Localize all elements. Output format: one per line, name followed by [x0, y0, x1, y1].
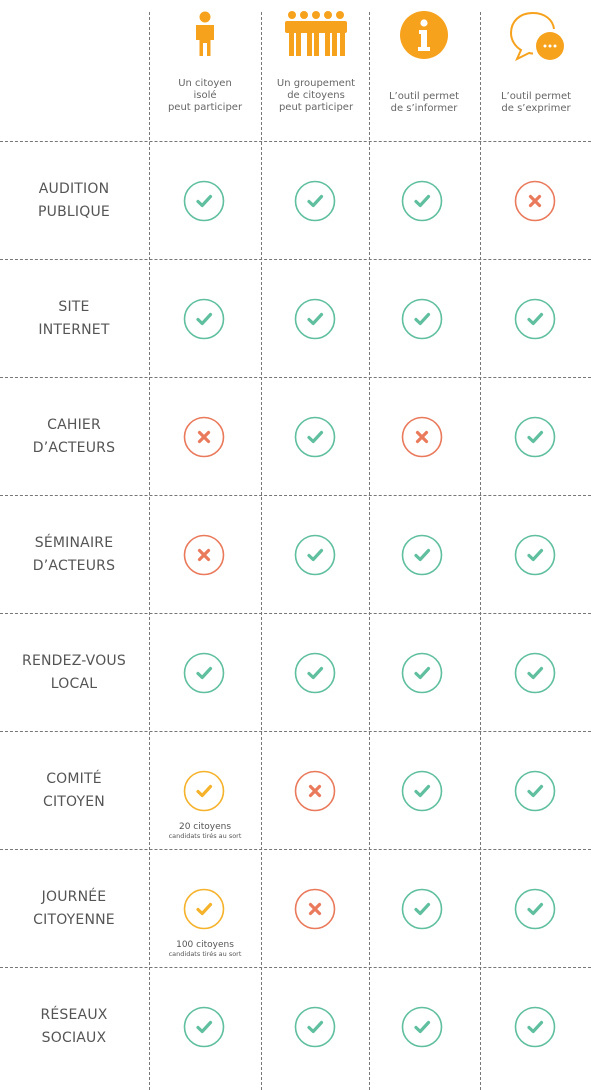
header-column-inform [372, 0, 476, 140]
info-icon [372, 10, 476, 58]
table-cell [155, 142, 255, 260]
table-cell [266, 260, 366, 378]
table-cell [486, 142, 586, 260]
note-count: 20 citoyens [178, 822, 232, 832]
table-cell [155, 968, 255, 1086]
note-detail: candidats tirés au sort [168, 832, 242, 840]
table-cell [486, 850, 586, 968]
row-label: CAHIER D’ACTEURS [32, 417, 116, 456]
table-cell [155, 260, 255, 378]
table-cell [486, 496, 586, 614]
table-cell [373, 850, 473, 968]
table-cell [373, 732, 473, 850]
table-cell [486, 378, 586, 496]
table-cell [266, 732, 366, 850]
table-row [0, 732, 591, 850]
table-cell [266, 142, 366, 260]
row-label: SÉMINAIRE D’ACTEURS [32, 535, 116, 574]
note-detail: candidats tirés au sort [168, 950, 242, 958]
row-label: AUDITION PUBLIQUE [38, 181, 110, 220]
table-row [0, 260, 591, 378]
row-label: JOURNÉE CITOYENNE [33, 889, 115, 928]
table-cell [266, 496, 366, 614]
table-cell [373, 496, 473, 614]
table-cell [155, 496, 255, 614]
table-cell [486, 732, 586, 850]
header-label: L’outil permet de s’exprimer [500, 91, 572, 114]
person-icon [155, 10, 255, 58]
table-cell [155, 850, 255, 968]
table-cell [486, 260, 586, 378]
row-label: RENDEZ-VOUS LOCAL [22, 653, 126, 692]
header-column-group [264, 0, 368, 140]
header-column-express [484, 0, 588, 140]
table-cell [266, 378, 366, 496]
table-cell [373, 260, 473, 378]
table-row [0, 142, 591, 260]
speech-bubble-icon [484, 10, 588, 58]
header-label: L’outil permet de s’informer [388, 91, 460, 114]
table-cell [373, 142, 473, 260]
table-row [0, 378, 591, 496]
table-cell [373, 968, 473, 1086]
table-cell [486, 968, 586, 1086]
table-cell [155, 614, 255, 732]
table-cell [486, 614, 586, 732]
table-row [0, 496, 591, 614]
row-label: COMITÉ CITOYEN [43, 771, 105, 810]
header-column-individual [155, 0, 255, 140]
table-cell [373, 378, 473, 496]
table-row [0, 968, 591, 1086]
table-cell [266, 614, 366, 732]
table-cell [266, 850, 366, 968]
table-cell [373, 614, 473, 732]
cell-note [145, 822, 265, 840]
table-row [0, 850, 591, 968]
header-label: Un citoyen isolé peut participer [167, 78, 243, 113]
table-cell [266, 968, 366, 1086]
table-cell [155, 732, 255, 850]
table-cell [155, 378, 255, 496]
row-label: RÉSEAUX SOCIAUX [40, 1007, 108, 1046]
cell-note [145, 940, 265, 958]
note-count: 100 citoyens [176, 940, 234, 950]
group-icon [264, 10, 368, 58]
header-label: Un groupement de citoyens peut participer [276, 78, 356, 113]
table-row [0, 614, 591, 732]
row-label: SITE INTERNET [38, 299, 110, 338]
